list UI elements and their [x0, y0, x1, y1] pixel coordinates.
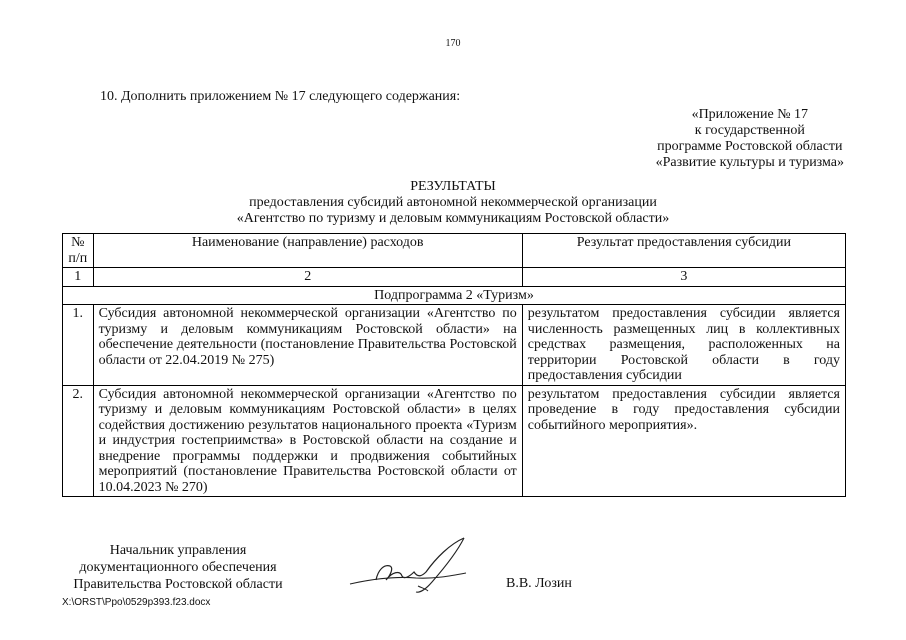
- section-title: Подпрограмма 2 «Туризм»: [63, 286, 846, 305]
- results-table: [62, 233, 846, 497]
- column-number: 3: [522, 268, 845, 287]
- row-number: 2.: [63, 385, 94, 497]
- header-num: № п/п: [63, 234, 94, 268]
- signatory-position: [62, 542, 294, 593]
- intro-text: 10. Дополнить приложением № 17 следующего содержания:: [100, 89, 461, 104]
- column-number-row: [63, 268, 846, 287]
- header-result: Результат предоставления субсидии: [522, 234, 845, 268]
- row-result: результатом предоставления субсидии является численность размещенных лиц в коллективных средствах размещения, расположенных на территории Ростовской области в году предоставления субсидии: [522, 305, 845, 386]
- title-heading: РЕЗУЛЬТАТЫ: [410, 179, 496, 194]
- row-number: 1.: [63, 305, 94, 386]
- column-number: 2: [93, 268, 522, 287]
- appendix-line: программе Ростовской области: [657, 139, 843, 154]
- page-number: 170: [445, 38, 461, 49]
- header-name: Наименование (направление) расходов: [93, 234, 522, 268]
- section-row: [63, 286, 846, 305]
- appendix-line: «Приложение № 17: [691, 107, 809, 122]
- signatory-name: В.В. Лозин: [506, 576, 572, 591]
- table-header-row: [63, 234, 846, 268]
- appendix-line: к государственной: [694, 123, 805, 138]
- appendix-reference: [656, 107, 844, 171]
- file-path: X:\ORST\Ppo\0529p393.f23.docx: [62, 597, 211, 608]
- document-title: [0, 179, 906, 227]
- position-line: Начальник управления: [109, 543, 247, 558]
- appendix-line: «Развитие культуры и туризма»: [655, 155, 844, 170]
- position-line: Правительства Ростовской области: [73, 577, 283, 592]
- title-line: «Агентство по туризму и деловым коммуникациям Ростовской области»: [236, 211, 670, 226]
- handwritten-signature: [346, 536, 476, 598]
- table-row: [63, 305, 846, 386]
- position-line: документационного обеспечения: [79, 560, 277, 575]
- row-name: Субсидия автономной некоммерческой организации «Агентство по туризму и деловым коммуникациям Ростовской области» в целях содействия достижению результатов национального проекта «Туризм и индустрия гостеприимства» в Ростовской области на создание и внедрение программы поддержки и продвижения событийных мероприятий (постановление Правительства Ростовской области от 10.04.2023 № 270): [93, 385, 522, 497]
- row-result: результатом предоставления субсидии является проведение в году предоставления субсидии событийного мероприятия».: [522, 385, 845, 497]
- column-number: 1: [63, 268, 94, 287]
- title-line: предоставления субсидий автономной некоммерческой организации: [249, 195, 657, 210]
- row-name: Субсидия автономной некоммерческой организации «Агентство по туризму и деловым коммуникациям Ростовской области» на обеспечение деятельности (постановление Правительства Ростовской области от 22.04.2019 № 275): [93, 305, 522, 386]
- table-row: [63, 385, 846, 497]
